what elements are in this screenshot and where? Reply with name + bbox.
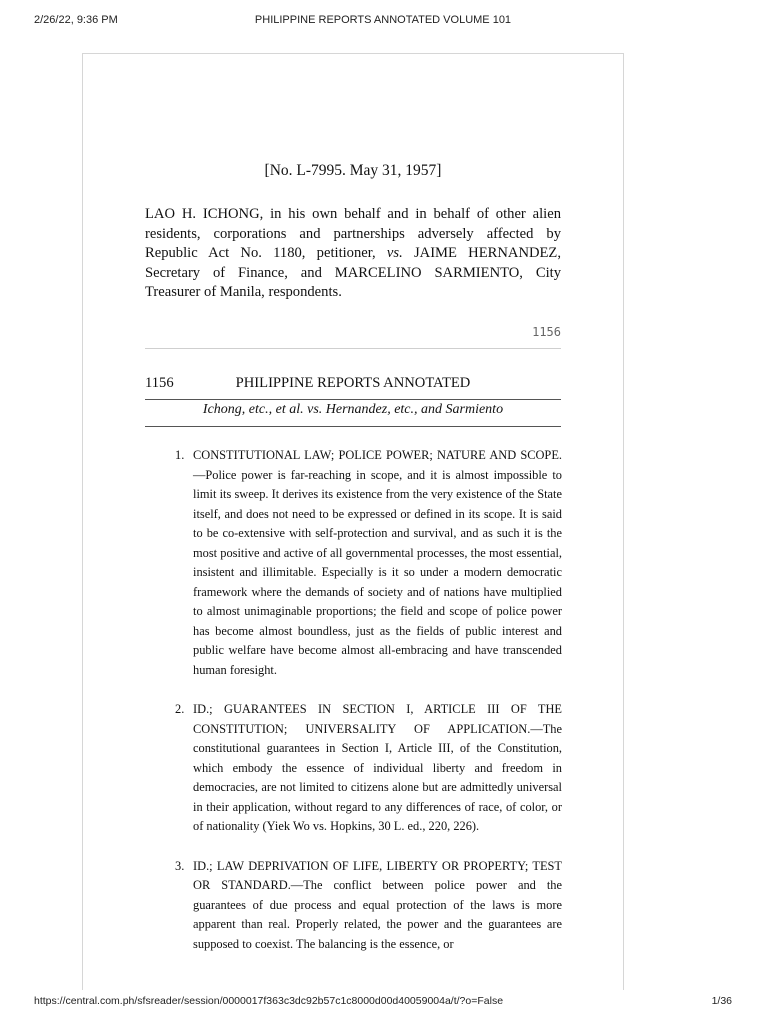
print-title: PHILIPPINE REPORTS ANNOTATED VOLUME 101 xyxy=(254,14,512,26)
document-page xyxy=(82,53,624,990)
syllabus-item-number: 3. xyxy=(175,858,185,873)
divider xyxy=(145,399,561,400)
parties-vs: vs. xyxy=(386,245,403,262)
print-footer xyxy=(34,995,732,1009)
print-header xyxy=(34,14,732,28)
syllabus-item xyxy=(175,857,562,955)
syllabus-item-number: 1. xyxy=(175,448,185,462)
syllabus-item-text: CONSTITUTIONAL LAW; POLICE POWER; NATURE AND SCOPE.—Police power is far-reaching in scope, and it is almost impossible to limit its sweep. It derives its existence from the very existence of the State itself, and does not need to be expressed or defined in its scope. It is said to be co-extensive with self-protection and survival, and as such it is the most positive and active of all governmental processes, the most essential, insistent and illimitable. Especially is it so under a modern democratic framework where the demands of society and of nations have multiplied to almost unimaginable proportions; the field and scope of police power has become almost boundless, just as the fields of public interest and public welfare have become almost all-embracing and have transcended human foresight. xyxy=(193,448,562,677)
syllabus-item-text: ID.; LAW DEPRIVATION OF LIFE, LIBERTY OR PROPERTY; TEST OR STANDARD.—The conflict between police power and the guarantees of due process and equal protection of the laws is more apparent than real. Properly related, the power and the guarantees are supposed to coexist. The balancing is the essence, or xyxy=(193,858,562,951)
print-page-count: 1/36 xyxy=(711,995,732,1007)
syllabus-item xyxy=(175,700,562,837)
syllabus-item xyxy=(175,446,562,680)
running-head xyxy=(145,375,561,395)
divider xyxy=(145,348,561,349)
running-head-title: PHILIPPINE REPORTS ANNOTATED xyxy=(235,375,471,391)
syllabus-item-number: 2. xyxy=(175,702,185,716)
running-head-page: 1156 xyxy=(145,375,174,391)
syllabus-list xyxy=(175,446,562,974)
case-parties xyxy=(145,205,561,303)
case-subtitle: Ichong, etc., et al. vs. Hernandez, etc., and Sarmiento xyxy=(202,402,504,417)
divider xyxy=(145,426,561,427)
parties-after: JAIME HERNANDEZ, Secretary of Finance, and MARCELINO SARMIENTO, City Treasurer of Manila, respondents. xyxy=(145,245,562,301)
page-marker: 1156 xyxy=(532,325,561,339)
syllabus-item-text: ID.; GUARANTEES IN SECTION I, ARTICLE III OF THE CONSTITUTION; UNIVERSALITY OF APPLICATION.—The constitutional guarantees in Section I, Article III, of the Constitution, which embody the essence of individual liberty and freedom in democracies, are not limited to citizens alone but are admittedly universal in their application, without regard to any differences of race, of color, or of nationality (Yiek Wo vs. Hopkins, 30 L. ed., 220, 226). xyxy=(193,702,562,833)
case-number: [No. L-7995. May 31, 1957] xyxy=(264,162,442,179)
print-url: https://central.com.ph/sfsreader/session/0000017f363c3dc92b57c1c8000d00d40059004a/t/?o=False xyxy=(34,995,504,1007)
parties-before: LAO H. ICHONG, in his own behalf and in behalf of other alien residents, corporations and partnerships adversely affected by Republic Act No. 1180, petitioner, xyxy=(145,206,561,262)
print-timestamp: 2/26/22, 9:36 PM xyxy=(34,14,118,26)
